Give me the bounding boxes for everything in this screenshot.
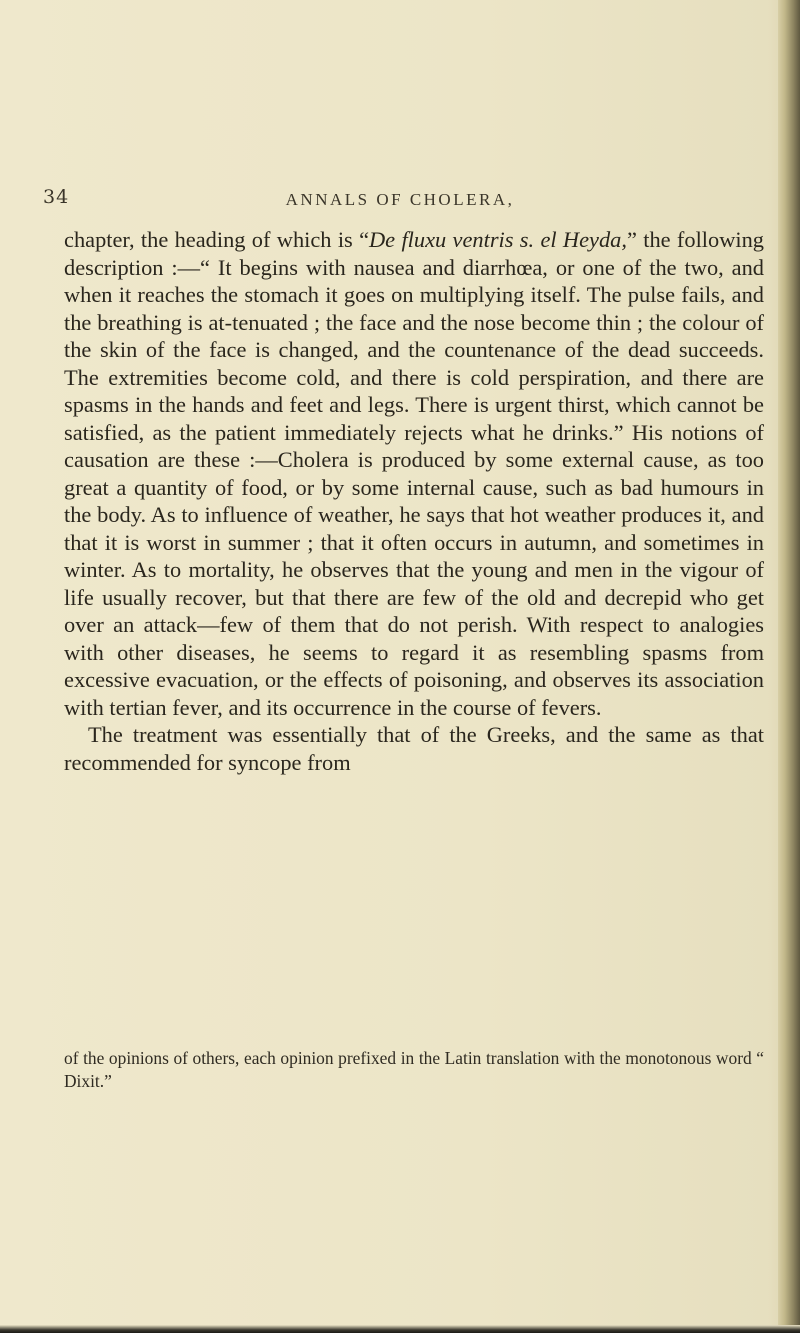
- page-number: 34: [43, 186, 70, 208]
- footnote-text: of the opinions of others, each opinion prefixed in the Latin translation with the monotonous word “ Dixit.”: [64, 1048, 764, 1091]
- paragraph-1-text-b: ” the following description :—“ It begins with nausea and diarrhœa, or one of the two, and when it reaches the stomach it goes on multiplying itself. The pulse fails, and the breathing is at-tenuated ; the face and the nose become thin ; the colour of the skin of the face is changed, and the countenance of the dead succeeds. The extremities become cold, and there is cold perspiration, and there are spasms in the hands and feet and legs. There is urgent thirst, which cannot be satisfied, as the patient immediately rejects what he drinks.” His notions of causation are these :—Cholera is produced by some external cause, as too great a quantity of food, or by some internal cause, such as bad humours in the body. As to influence of weather, he says that hot weather produces it, and that it is worst in summer ; that it often occurs in autumn, and sometimes in winter. As to mortality, he observes that the young and men in the vigour of life usually recover, but that there are few of the old and decrepid who get over an attack—few of them that do not perish. With respect to analogies with other diseases, he seems to regard it as resembling spasms from excessive evacuation, or the effects of poisoning, and observes its association with tertian fever, and its occurrence in the course of fevers.: [64, 227, 764, 720]
- footnote: [64, 1047, 764, 1093]
- main-text: [64, 226, 764, 776]
- page-bottom-edge-shadow: [0, 1325, 800, 1333]
- running-title: ANNALS OF CHOLERA,: [285, 190, 515, 209]
- paragraph-1-italic-title: De fluxu ventris s. el Heyda,: [369, 227, 627, 252]
- page-right-edge-shadow: [778, 0, 800, 1333]
- paragraph-2: The treatment was essentially that of the Greeks, and the same as that recommended for syncope from: [64, 722, 764, 775]
- paragraph-1-text-a: chapter, the heading of which is “: [64, 227, 370, 252]
- paragraph-1: [64, 226, 764, 721]
